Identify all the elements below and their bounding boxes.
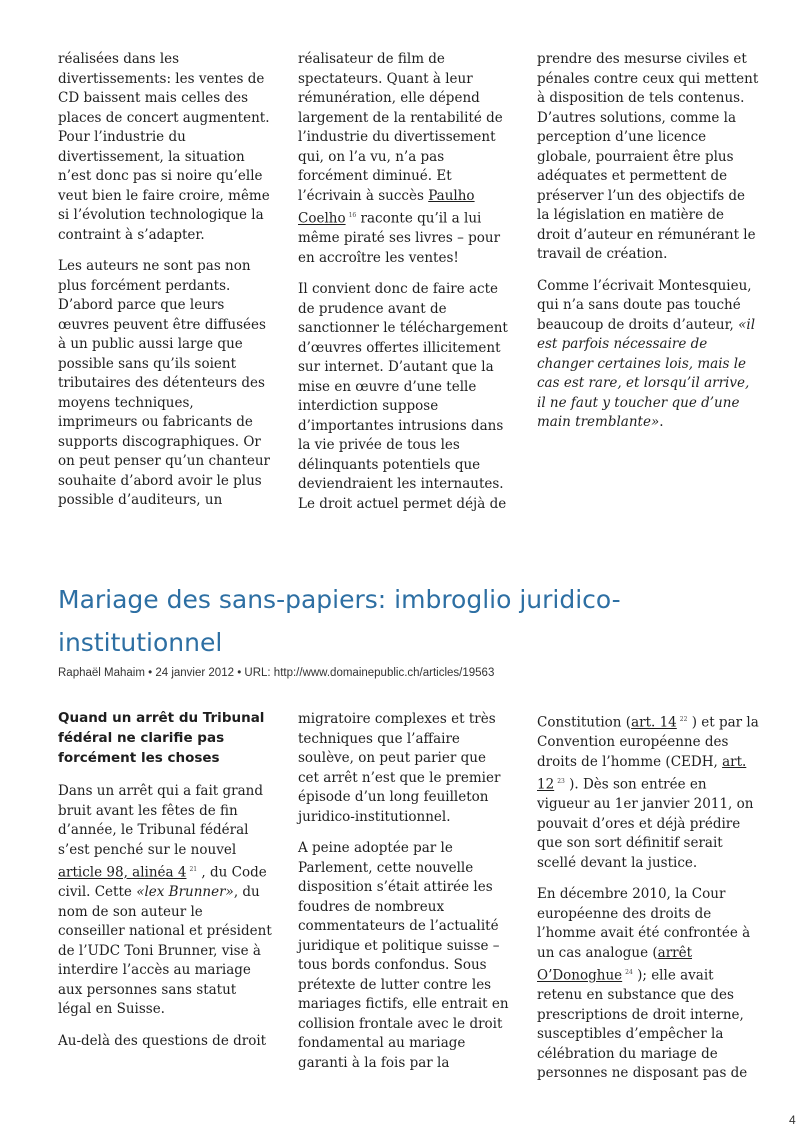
paragraph: Au-delà des questions de droit xyxy=(58,1032,267,1049)
article-98-link[interactable]: article 98, alinéa 4 xyxy=(58,864,187,881)
montesquieu-quote: «il est parfois nécessaire de changer certaines lois, mais le cas est rare, et lorsqu’il arrive, il ne faut y toucher que d’une main tremblante» xyxy=(537,316,756,430)
footnote-ref[interactable]: 23 xyxy=(557,778,565,785)
article-title: Mariage des sans-papiers: imbroglio juridico-institutionnel xyxy=(58,585,621,657)
paulho-coelho-link[interactable]: Paulho Coelho xyxy=(298,187,475,227)
top-column-3 xyxy=(537,50,761,445)
paragraph: En décembre 2010, la Cour européenne des droits de l’homme avait été confrontée à un cas analogue (arrêt O’Donoghue $^{24}$ ); elle avait retenu en substance que des prescriptions de droit interne, susceptibles d’empêcher la célébration du mariage de personnes ne disposant pas de xyxy=(537,886,751,1081)
paragraph: réalisateur de film de spectateurs. Quant à leur rémunération, elle dépend largement de la rentabilité de l’industrie du divertissement qui, on l’a vu, n’a pas forcément diminué. Et l’écrivain à succès Paulho Coelho $^{16}$ raconte qu’il a lui même piraté ses livres – pour en accroître les ventes! xyxy=(298,51,503,266)
paragraph: réalisées dans les divertissements: les ventes de CD baissent mais celles des places de concert augmentent. Pour l’industrie du divertissement, la situation n’est donc pas si noire qu’elle veut bien le faire croire, même si l’évolution technologique la contraint à s’adapter. xyxy=(58,51,270,243)
article-column-3 xyxy=(537,710,761,1096)
art-12-link[interactable]: art. 12 xyxy=(537,753,747,793)
art-14-link[interactable]: art. 14 xyxy=(631,714,677,731)
footnote-ref[interactable]: 16 xyxy=(348,212,357,219)
footnote-ref[interactable]: 21 xyxy=(189,866,198,873)
footnote-ref[interactable]: 24 xyxy=(625,969,633,976)
page-number: 4 xyxy=(789,1113,796,1127)
paragraph: A peine adoptée par le Parlement, cette nouvelle disposition s’était attirée les foudres de nombreux commentateurs de l’actualité juridique et politique suisse – tous bords confondus. Sous prétexte de lutter contre les mariages fictifs, elle entrait en collision frontale avec le droit fondamental au mariage garanti à la fois par la xyxy=(298,840,509,1071)
paragraph: Il convient donc de faire acte de prudence avant de sanctionner le téléchargement d’œuvres offertes illicitement sur internet. D’autant que la mise en œuvre d’une telle interdiction suppose d’importantes intrusions dans la vie privée de tous les délinquants potentiels que deviendraient les internautes. Le droit actuel permet déjà de xyxy=(298,281,508,512)
top-column-1 xyxy=(58,50,270,523)
paragraph: Comme l’écrivait Montesquieu, qui n’a sans doute pas touché beaucoup de droits d’auteur, «il est parfois nécessaire de changer certaines lois, mais le cas est rare, et lorsqu’il arrive, il ne faut y toucher que d’une main tremblante». xyxy=(537,277,756,430)
paragraph: Dans un arrêt qui a fait grand bruit avant les fêtes de fin d’année, le Tribunal fédéral s’est penché sur le nouvel article 98, alinéa 4 $^{21}$ , du Code civil. Cette «lex Brunner», du nom de son auteur le conseiller national et président de l’UDC Toni Brunner, vise à interdire l’accès au mariage aux personnes sans statut légal en Suisse. xyxy=(58,783,272,1017)
section-subheading: Quand un arrêt du Tribunal fédéral ne clarifie pas forcément les choses xyxy=(58,710,265,766)
paragraph: migratoire complexes et très techniques que l’affaire soulève, on peut parier que cet arrêt n’est que le premier épisode d’un long feuilleton juridico-institutionnel. xyxy=(298,711,501,825)
article-column-1 xyxy=(58,708,272,1063)
paragraph: Constitution (art. 14 $^{22}$ ) et par la Convention européenne des droits de l’homme (CEDH, art. 12 $^{23}$ ). Dès son entrée en vigueur au 1er janvier 2011, on pouvait d’ores et déjà prédire que son sort définitif serait scellé devant la justice. xyxy=(537,714,759,871)
article-byline: Raphaël Mahaim • 24 janvier 2012 • URL: http://www.domainepublic.ch/articles/19563 xyxy=(58,667,495,679)
paragraph: Les auteurs ne sont pas non plus forcément perdants. D’abord parce que leurs œuvres peuvent être diffusées à un public aussi large que possible sans qu’ils soient tributaires des détenteurs des moyens techniques, imprimeurs ou fabricants de supports discographiques. Or on peut penser qu’un chanteur souhaite d’abord avoir le plus possible d’auditeurs, un xyxy=(58,258,271,508)
top-column-2 xyxy=(298,50,508,526)
footnote-ref[interactable]: 22 xyxy=(679,716,688,723)
article-column-2 xyxy=(298,710,510,1085)
paragraph: prendre des mesurse civiles et pénales contre ceux qui mettent à disposition de tels contenus. D’autres solutions, comme la perception d’une licence globale, pourraient être plus adéquates et permettent de préserver l’un des objectifs de la législation en matière de droit d’auteur en rémunérant le travail de création. xyxy=(537,51,759,262)
arret-odonoghue-link[interactable]: arrêt O’Donoghue xyxy=(537,944,693,984)
